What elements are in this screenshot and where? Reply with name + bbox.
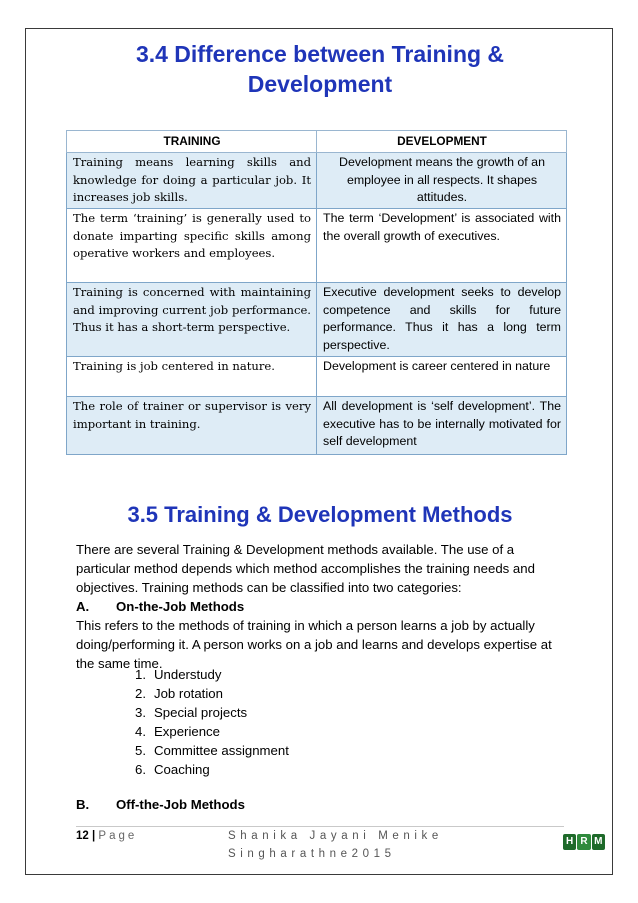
footer-separator: | (92, 830, 96, 842)
development-cell: All development is ‘self development’. The executive has to be internally motivated for self development (317, 397, 567, 455)
subheading-text: Off-the-Job Methods (116, 797, 245, 812)
training-cell: Training is concerned with maintaining and improving current job performance. Thus it has a short-term perspective. (67, 283, 317, 357)
training-cell: The role of trainer or supervisor is very important in training. (67, 397, 317, 455)
training-cell: Training means learning skills and knowledge for doing a particular job. It increases job skills. (67, 153, 317, 209)
section-title-line-1: 3.4 Difference between Training & (135, 41, 505, 67)
logo-letter: H (563, 834, 576, 850)
table-header-row (67, 131, 567, 153)
subheading-letter: B. (76, 797, 90, 812)
list-text: Special projects (154, 705, 248, 720)
table-row (67, 209, 567, 283)
hrm-logo (563, 834, 605, 850)
list-number: 5. (135, 743, 146, 758)
list-text: Experience (154, 724, 220, 739)
list-item (118, 665, 289, 684)
list-number: 6. (135, 762, 146, 777)
list-text: Committee assignment (154, 743, 289, 758)
section-title-3-4 (60, 39, 580, 99)
development-cell: Executive development seeks to develop competence and skills for future performance. Thus it has a long term perspective. (317, 283, 567, 357)
development-cell: Development is career centered in nature (317, 357, 567, 397)
author-name: Shanika Jayani Menike Singharathne2015 (228, 830, 443, 860)
header-development: DEVELOPMENT (317, 131, 567, 153)
training-cell: The term ‘training’ is generally used to donate imparting specific skills among operative workers and employees. (67, 209, 317, 283)
list-item (118, 741, 289, 760)
table-row (67, 153, 567, 209)
list-text: Job rotation (154, 686, 223, 701)
training-cell: Training is job centered in nature. (67, 357, 317, 397)
logo-letter: M (592, 834, 605, 850)
table-row (67, 357, 567, 397)
on-job-methods-list (118, 665, 289, 779)
page-word: Page (98, 830, 138, 842)
table-row (67, 397, 567, 455)
list-item (118, 760, 289, 779)
table-row (67, 283, 567, 357)
list-text: Coaching (154, 762, 210, 777)
development-cell: Development means the growth of an employee in all respects. It shapes attitudes. (317, 153, 567, 209)
header-training: TRAINING (67, 131, 317, 153)
subheading-text: On-the-Job Methods (116, 599, 245, 614)
subheading-on-job (76, 597, 244, 616)
list-item (118, 703, 289, 722)
comparison-table (66, 130, 567, 455)
list-number: 4. (135, 724, 146, 739)
list-item (118, 722, 289, 741)
list-text: Understudy (154, 667, 222, 682)
section-title-line-2: Development (247, 71, 393, 97)
intro-paragraph: There are several Training & Development methods available. The use of a particular method depends which method accomplishes the training needs and objectives. Training methods can be classified into two categories: (76, 542, 535, 595)
section-title-3-5: 3.5 Training & Development Methods (127, 502, 513, 527)
development-cell: The term ‘Development’ is associated with the overall growth of executives. (317, 209, 567, 283)
list-number: 2. (135, 686, 146, 701)
page-number: 12 (76, 830, 89, 842)
logo-letter: R (577, 834, 590, 850)
on-job-description: This refers to the methods of training in which a person learns a job by actually doing/performing it. A person works on a job and learns and develops expertise at the same time. (76, 618, 552, 671)
list-number: 3. (135, 705, 146, 720)
list-number: 1. (135, 667, 146, 682)
subheading-letter: A. (76, 599, 90, 614)
subheading-off-job (76, 795, 245, 814)
list-item (118, 684, 289, 703)
page-footer (76, 826, 564, 860)
